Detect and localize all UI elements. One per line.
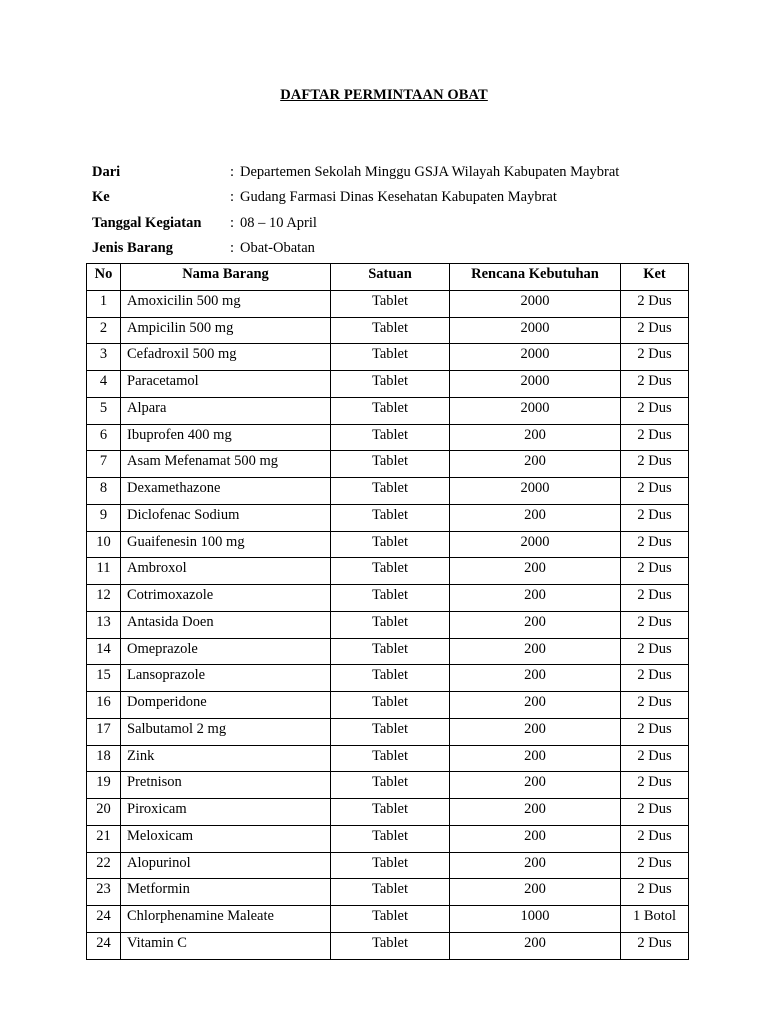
cell-note: 2 Dus bbox=[621, 692, 689, 719]
cell-planned-need: 2000 bbox=[450, 344, 621, 371]
cell-unit: Tablet bbox=[331, 478, 450, 505]
cell-item-name: Cotrimoxazole bbox=[121, 585, 331, 612]
meta-colon: : bbox=[230, 164, 235, 181]
cell-no: 12 bbox=[87, 585, 121, 612]
table-row bbox=[87, 397, 689, 424]
cell-note: 2 Dus bbox=[621, 772, 689, 799]
cell-item-name: Cefadroxil 500 mg bbox=[121, 344, 331, 371]
table-row bbox=[87, 852, 689, 879]
meta-colon: : bbox=[230, 214, 235, 231]
table-row bbox=[87, 317, 689, 344]
table-row bbox=[87, 344, 689, 371]
cell-item-name: Meloxicam bbox=[121, 825, 331, 852]
cell-note: 2 Dus bbox=[621, 611, 689, 638]
cell-unit: Tablet bbox=[331, 558, 450, 585]
cell-planned-need: 200 bbox=[450, 585, 621, 612]
cell-note: 2 Dus bbox=[621, 371, 689, 398]
cell-planned-need: 200 bbox=[450, 424, 621, 451]
cell-note: 2 Dus bbox=[621, 397, 689, 424]
table-row bbox=[87, 638, 689, 665]
header-unit: Satuan bbox=[331, 264, 450, 291]
cell-planned-need: 200 bbox=[450, 718, 621, 745]
cell-unit: Tablet bbox=[331, 317, 450, 344]
cell-no: 21 bbox=[87, 825, 121, 852]
cell-no: 6 bbox=[87, 424, 121, 451]
cell-planned-need: 2000 bbox=[450, 317, 621, 344]
table-row bbox=[87, 611, 689, 638]
cell-unit: Tablet bbox=[331, 397, 450, 424]
cell-item-name: Pretnison bbox=[121, 772, 331, 799]
cell-note: 2 Dus bbox=[621, 638, 689, 665]
cell-planned-need: 200 bbox=[450, 558, 621, 585]
cell-note: 2 Dus bbox=[621, 665, 689, 692]
cell-planned-need: 2000 bbox=[450, 371, 621, 398]
cell-unit: Tablet bbox=[331, 531, 450, 558]
cell-no: 10 bbox=[87, 531, 121, 558]
header-note: Ket bbox=[621, 264, 689, 291]
cell-planned-need: 200 bbox=[450, 504, 621, 531]
cell-no: 5 bbox=[87, 397, 121, 424]
table-row bbox=[87, 772, 689, 799]
cell-unit: Tablet bbox=[331, 799, 450, 826]
cell-note: 2 Dus bbox=[621, 932, 689, 959]
cell-no: 7 bbox=[87, 451, 121, 478]
cell-unit: Tablet bbox=[331, 424, 450, 451]
cell-planned-need: 200 bbox=[450, 879, 621, 906]
cell-note: 2 Dus bbox=[621, 879, 689, 906]
cell-note: 2 Dus bbox=[621, 290, 689, 317]
cell-no: 9 bbox=[87, 504, 121, 531]
cell-planned-need: 2000 bbox=[450, 478, 621, 505]
cell-item-name: Salbutamol 2 mg bbox=[121, 718, 331, 745]
table-row bbox=[87, 558, 689, 585]
header-planned-need: Rencana Kebutuhan bbox=[450, 264, 621, 291]
cell-no: 8 bbox=[87, 478, 121, 505]
cell-no: 11 bbox=[87, 558, 121, 585]
cell-item-name: Ibuprofen 400 mg bbox=[121, 424, 331, 451]
cell-planned-need: 200 bbox=[450, 611, 621, 638]
cell-item-name: Asam Mefenamat 500 mg bbox=[121, 451, 331, 478]
cell-unit: Tablet bbox=[331, 852, 450, 879]
cell-note: 2 Dus bbox=[621, 825, 689, 852]
table-row bbox=[87, 665, 689, 692]
cell-item-name: Ambroxol bbox=[121, 558, 331, 585]
meta-value: Gudang Farmasi Dinas Kesehatan Kabupaten Maybrat bbox=[240, 189, 557, 206]
cell-no: 3 bbox=[87, 344, 121, 371]
cell-item-name: Lansoprazole bbox=[121, 665, 331, 692]
request-details bbox=[92, 160, 619, 261]
meta-label: Dari bbox=[92, 164, 121, 181]
meta-value: Departemen Sekolah Minggu GSJA Wilayah Kabupaten Maybrat bbox=[240, 164, 620, 181]
cell-planned-need: 200 bbox=[450, 692, 621, 719]
cell-unit: Tablet bbox=[331, 692, 450, 719]
cell-item-name: Ampicilin 500 mg bbox=[121, 317, 331, 344]
meta-row-type bbox=[92, 236, 619, 261]
cell-unit: Tablet bbox=[331, 825, 450, 852]
cell-planned-need: 200 bbox=[450, 799, 621, 826]
cell-note: 2 Dus bbox=[621, 424, 689, 451]
cell-unit: Tablet bbox=[331, 504, 450, 531]
cell-item-name: Guaifenesin 100 mg bbox=[121, 531, 331, 558]
cell-item-name: Amoxicilin 500 mg bbox=[121, 290, 331, 317]
cell-planned-need: 1000 bbox=[450, 906, 621, 933]
cell-unit: Tablet bbox=[331, 611, 450, 638]
cell-unit: Tablet bbox=[331, 718, 450, 745]
meta-colon: : bbox=[230, 240, 235, 257]
cell-no: 14 bbox=[87, 638, 121, 665]
meta-colon: : bbox=[230, 189, 235, 206]
cell-note: 2 Dus bbox=[621, 504, 689, 531]
table-row bbox=[87, 451, 689, 478]
cell-unit: Tablet bbox=[331, 638, 450, 665]
table-row bbox=[87, 290, 689, 317]
table-row bbox=[87, 424, 689, 451]
table-row bbox=[87, 718, 689, 745]
cell-item-name: Antasida Doen bbox=[121, 611, 331, 638]
meta-label: Jenis Barang bbox=[92, 240, 173, 257]
cell-planned-need: 2000 bbox=[450, 397, 621, 424]
cell-no: 24 bbox=[87, 932, 121, 959]
cell-planned-need: 200 bbox=[450, 451, 621, 478]
cell-unit: Tablet bbox=[331, 772, 450, 799]
cell-no: 19 bbox=[87, 772, 121, 799]
cell-item-name: Paracetamol bbox=[121, 371, 331, 398]
meta-row-from bbox=[92, 160, 619, 185]
cell-no: 2 bbox=[87, 317, 121, 344]
cell-no: 4 bbox=[87, 371, 121, 398]
table-row bbox=[87, 531, 689, 558]
table-body bbox=[87, 290, 689, 959]
cell-planned-need: 200 bbox=[450, 825, 621, 852]
meta-row-date bbox=[92, 211, 619, 236]
table-row bbox=[87, 478, 689, 505]
table-row bbox=[87, 825, 689, 852]
cell-no: 17 bbox=[87, 718, 121, 745]
cell-planned-need: 200 bbox=[450, 745, 621, 772]
cell-no: 18 bbox=[87, 745, 121, 772]
document-title: DAFTAR PERMINTAAN OBAT bbox=[280, 87, 488, 103]
cell-item-name: Dexamethazone bbox=[121, 478, 331, 505]
cell-note: 2 Dus bbox=[621, 478, 689, 505]
cell-item-name: Vitamin C bbox=[121, 932, 331, 959]
table-row bbox=[87, 692, 689, 719]
cell-planned-need: 200 bbox=[450, 852, 621, 879]
table-row bbox=[87, 504, 689, 531]
cell-unit: Tablet bbox=[331, 745, 450, 772]
meta-value: Obat-Obatan bbox=[240, 240, 315, 257]
cell-unit: Tablet bbox=[331, 290, 450, 317]
cell-no: 13 bbox=[87, 611, 121, 638]
table-row bbox=[87, 799, 689, 826]
table-header-row bbox=[87, 264, 689, 291]
cell-note: 2 Dus bbox=[621, 852, 689, 879]
cell-unit: Tablet bbox=[331, 585, 450, 612]
cell-unit: Tablet bbox=[331, 932, 450, 959]
cell-note: 2 Dus bbox=[621, 718, 689, 745]
cell-note: 2 Dus bbox=[621, 317, 689, 344]
cell-item-name: Domperidone bbox=[121, 692, 331, 719]
meta-row-to bbox=[92, 185, 619, 210]
cell-item-name: Piroxicam bbox=[121, 799, 331, 826]
cell-item-name: Chlorphenamine Maleate bbox=[121, 906, 331, 933]
cell-note: 2 Dus bbox=[621, 531, 689, 558]
table-row bbox=[87, 371, 689, 398]
cell-no: 22 bbox=[87, 852, 121, 879]
cell-no: 23 bbox=[87, 879, 121, 906]
cell-note: 2 Dus bbox=[621, 451, 689, 478]
cell-note: 2 Dus bbox=[621, 745, 689, 772]
cell-planned-need: 200 bbox=[450, 932, 621, 959]
cell-note: 2 Dus bbox=[621, 799, 689, 826]
cell-planned-need: 2000 bbox=[450, 531, 621, 558]
medicine-table bbox=[86, 263, 689, 960]
cell-planned-need: 200 bbox=[450, 772, 621, 799]
meta-label: Ke bbox=[92, 189, 110, 206]
cell-unit: Tablet bbox=[331, 906, 450, 933]
cell-item-name: Metformin bbox=[121, 879, 331, 906]
cell-no: 24 bbox=[87, 906, 121, 933]
header-item-name: Nama Barang bbox=[121, 264, 331, 291]
cell-item-name: Omeprazole bbox=[121, 638, 331, 665]
header-no: No bbox=[87, 264, 121, 291]
cell-planned-need: 200 bbox=[450, 665, 621, 692]
cell-unit: Tablet bbox=[331, 371, 450, 398]
cell-item-name: Zink bbox=[121, 745, 331, 772]
cell-note: 1 Botol bbox=[621, 906, 689, 933]
cell-unit: Tablet bbox=[331, 879, 450, 906]
cell-planned-need: 2000 bbox=[450, 290, 621, 317]
cell-unit: Tablet bbox=[331, 665, 450, 692]
table-row bbox=[87, 879, 689, 906]
meta-label: Tanggal Kegiatan bbox=[92, 214, 202, 231]
meta-value: 08 – 10 April bbox=[240, 214, 317, 231]
cell-no: 20 bbox=[87, 799, 121, 826]
table-row bbox=[87, 906, 689, 933]
cell-no: 15 bbox=[87, 665, 121, 692]
table-row bbox=[87, 585, 689, 612]
cell-item-name: Diclofenac Sodium bbox=[121, 504, 331, 531]
table-row bbox=[87, 932, 689, 959]
cell-item-name: Alopurinol bbox=[121, 852, 331, 879]
cell-no: 1 bbox=[87, 290, 121, 317]
cell-item-name: Alpara bbox=[121, 397, 331, 424]
cell-note: 2 Dus bbox=[621, 585, 689, 612]
cell-unit: Tablet bbox=[331, 344, 450, 371]
cell-note: 2 Dus bbox=[621, 558, 689, 585]
cell-no: 16 bbox=[87, 692, 121, 719]
cell-planned-need: 200 bbox=[450, 638, 621, 665]
table-row bbox=[87, 745, 689, 772]
cell-unit: Tablet bbox=[331, 451, 450, 478]
cell-note: 2 Dus bbox=[621, 344, 689, 371]
